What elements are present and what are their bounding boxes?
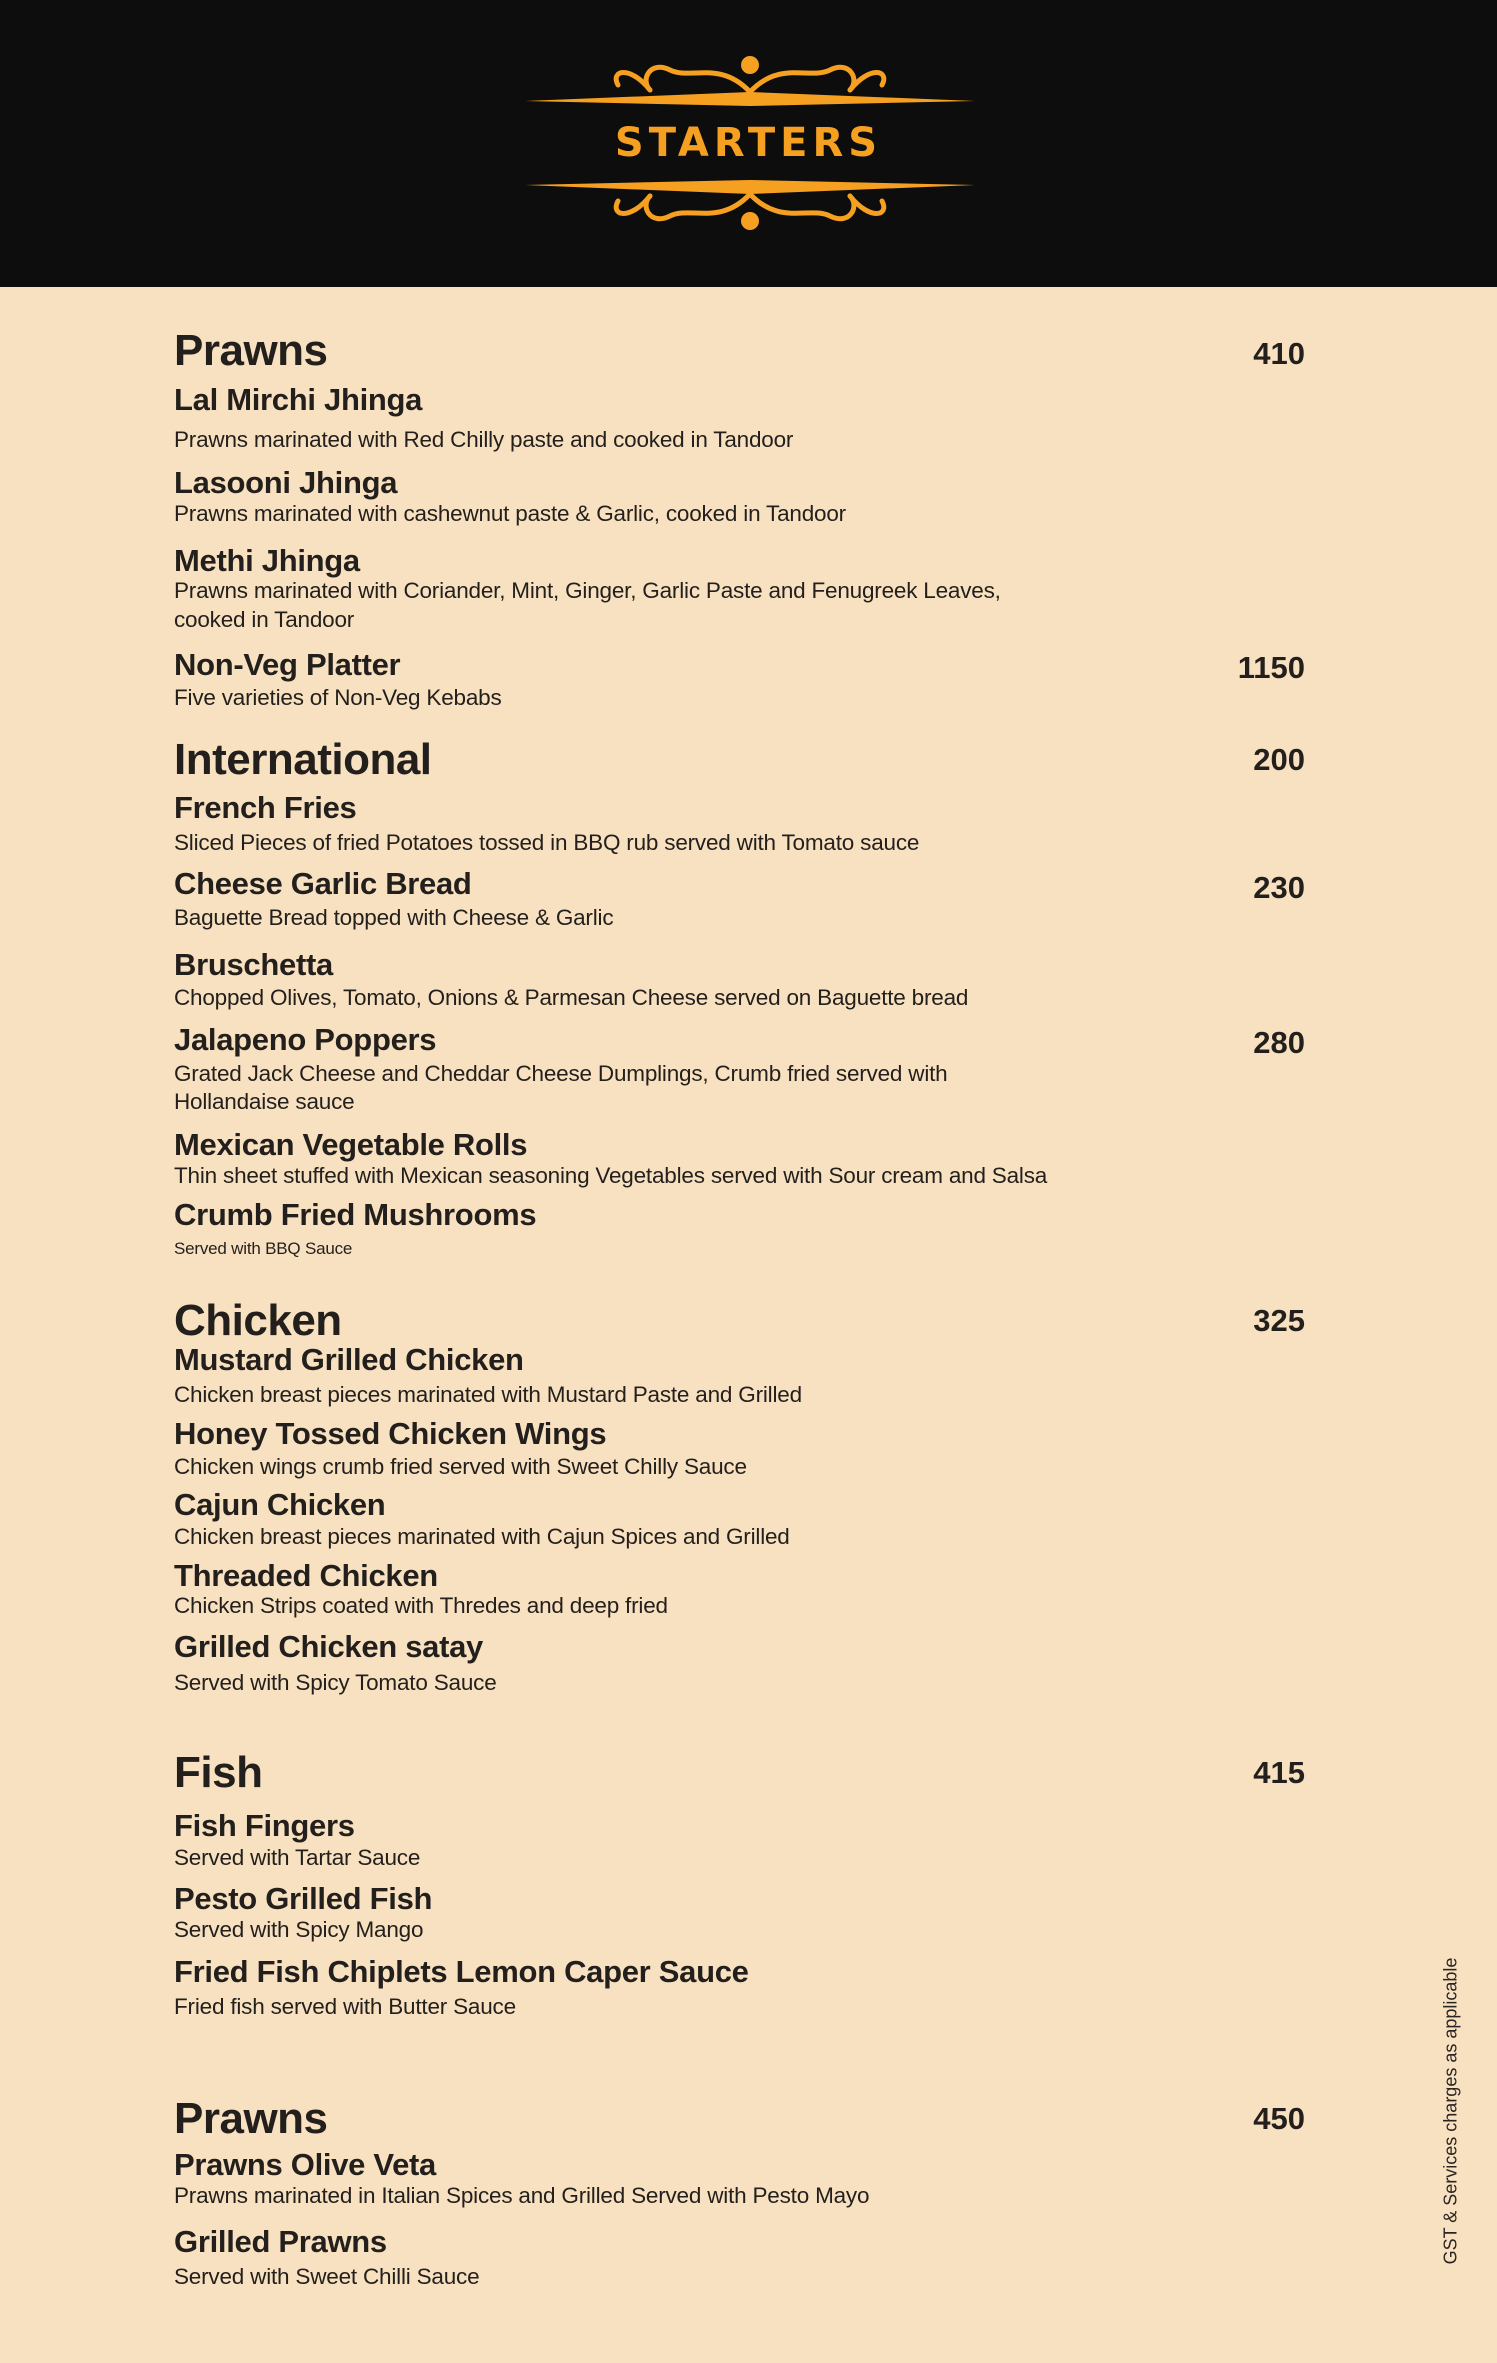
item-name: Fish Fingers: [174, 1808, 355, 1843]
item-desc: Served with Tartar Sauce: [174, 1845, 421, 1870]
item-desc: Fried fish served with Butter Sauce: [174, 1994, 516, 2019]
tax-note: GST & Services charges as applicable: [1440, 1957, 1461, 2265]
item-desc: Served with Spicy Mango: [174, 1917, 424, 1942]
item-name: Pesto Grilled Fish: [174, 1881, 433, 1916]
item-desc: Chopped Olives, Tomato, Onions & Parmesan Cheese served on Baguette bread: [174, 985, 969, 1010]
item-desc: Prawns marinated with cashewnut paste & Garlic, cooked in Tandoor: [174, 501, 846, 526]
section-price: 325: [1253, 1303, 1305, 1338]
item-name: French Fries: [174, 790, 357, 825]
section-title: Prawns: [174, 326, 328, 375]
section-price: 450: [1253, 2101, 1305, 2136]
item-desc: Prawns marinated in Italian Spices and Grilled Served with Pesto Mayo: [174, 2183, 870, 2208]
item-desc: Prawns marinated with Coriander, Mint, Ginger, Garlic Paste and Fenugreek Leaves,: [174, 578, 1001, 603]
item-desc: Served with Sweet Chilli Sauce: [174, 2264, 480, 2289]
item-price: 280: [1253, 1025, 1305, 1060]
item-desc: Chicken breast pieces marinated with Cajun Spices and Grilled: [174, 1524, 790, 1549]
item-price: 230: [1253, 870, 1305, 905]
item-desc: Chicken breast pieces marinated with Mustard Paste and Grilled: [174, 1382, 802, 1407]
item-desc: Hollandaise sauce: [174, 1089, 355, 1114]
section-price: 200: [1253, 742, 1305, 777]
item-name: Cajun Chicken: [174, 1487, 386, 1522]
item-desc: Thin sheet stuffed with Mexican seasoning Vegetables served with Sour cream and Salsa: [174, 1163, 1048, 1188]
item-name: Bruschetta: [174, 947, 333, 982]
item-name: Grilled Prawns: [174, 2224, 387, 2259]
section-price: 410: [1253, 336, 1305, 371]
item-name: Grilled Chicken satay: [174, 1629, 483, 1664]
section-title: Prawns: [174, 2094, 328, 2143]
item-desc: Chicken wings crumb fried served with Sweet Chilly Sauce: [174, 1454, 747, 1479]
item-name: Mustard Grilled Chicken: [174, 1342, 524, 1377]
item-name: Cheese Garlic Bread: [174, 866, 472, 901]
item-name: Lal Mirchi Jhinga: [174, 382, 423, 417]
item-name: Fried Fish Chiplets Lemon Caper Sauce: [174, 1954, 749, 1989]
item-desc: Sliced Pieces of fried Potatoes tossed in BBQ rub served with Tomato sauce: [174, 830, 920, 855]
item-name: Honey Tossed Chicken Wings: [174, 1416, 607, 1451]
item-desc: cooked in Tandoor: [174, 607, 355, 632]
item-desc: Five varieties of Non-Veg Kebabs: [174, 685, 502, 710]
item-price: 1150: [1237, 650, 1305, 685]
item-desc: Served with Spicy Tomato Sauce: [174, 1670, 497, 1695]
item-name: Prawns Olive Veta: [174, 2147, 436, 2182]
item-name: Non-Veg Platter: [174, 647, 401, 682]
section-price: 415: [1253, 1755, 1305, 1790]
item-name: Methi Jhinga: [174, 543, 360, 578]
item-desc: Prawns marinated with Red Chilly paste and cooked in Tandoor: [174, 427, 794, 452]
item-desc: Chicken Strips coated with Thredes and deep fried: [174, 1593, 668, 1618]
item-desc: Baguette Bread topped with Cheese & Garlic: [174, 905, 614, 930]
item-desc: Grated Jack Cheese and Cheddar Cheese Dumplings, Crumb fried served with: [174, 1061, 948, 1086]
section-title: Fish: [174, 1748, 263, 1797]
section-title: Chicken: [174, 1296, 342, 1345]
page-title: STARTERS: [614, 120, 883, 166]
item-name: Crumb Fried Mushrooms: [174, 1197, 537, 1232]
item-desc: Served with BBQ Sauce: [174, 1239, 353, 1258]
item-name: Jalapeno Poppers: [174, 1022, 437, 1057]
item-name: Lasooni Jhinga: [174, 465, 398, 500]
section-title: International: [174, 735, 432, 784]
item-name: Mexican Vegetable Rolls: [174, 1127, 528, 1162]
item-name: Threaded Chicken: [174, 1558, 438, 1593]
